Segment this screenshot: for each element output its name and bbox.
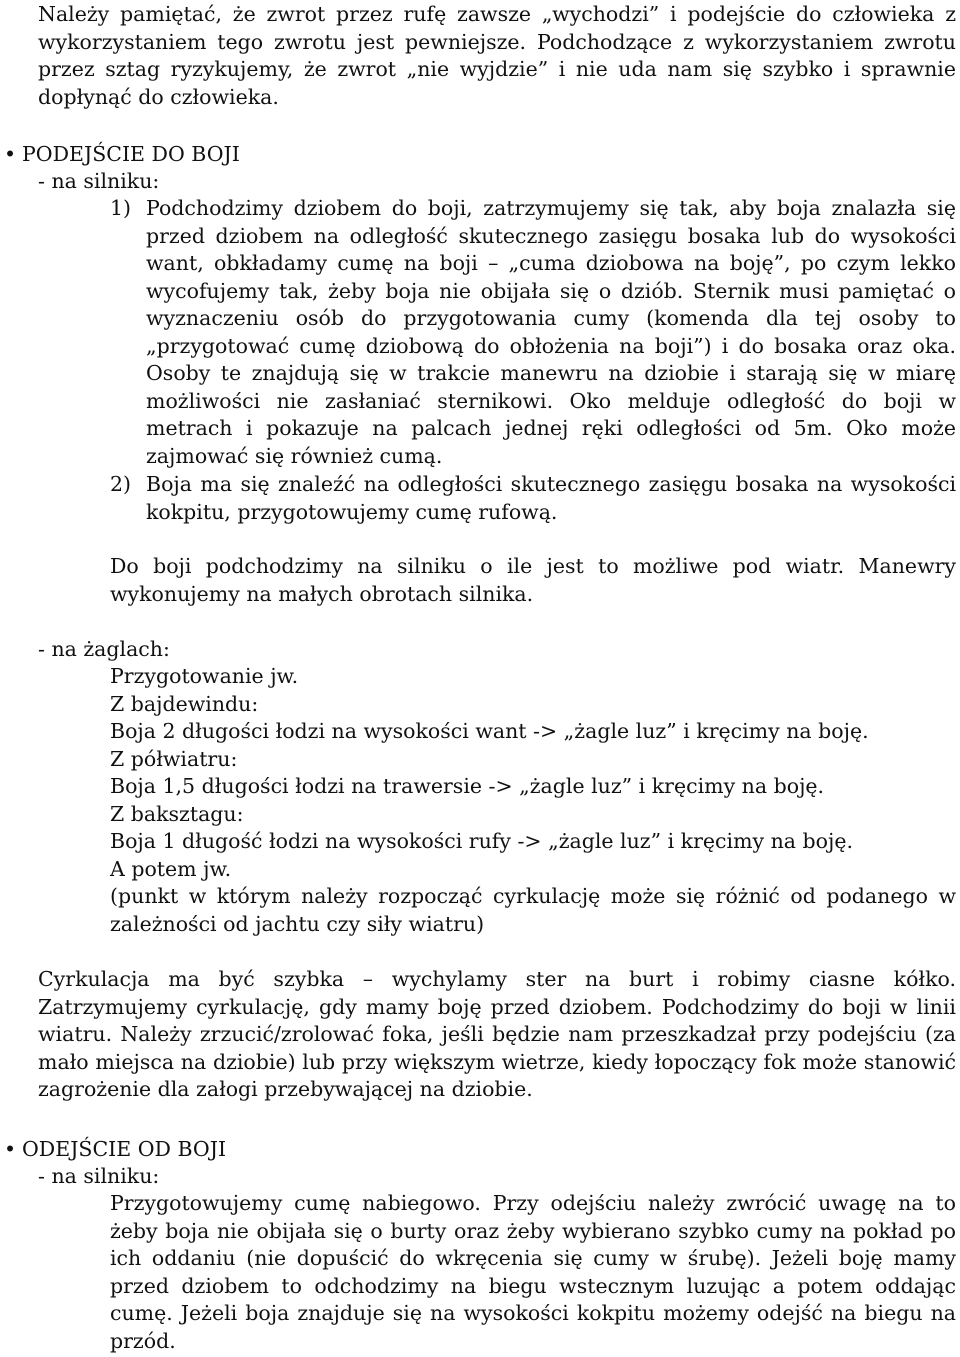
bullet-icon: • — [3, 1137, 17, 1161]
departure-heading: ODEJŚCIE OD BOJI — [22, 1137, 227, 1161]
departure-paragraph: Przygotowujemy cumę nabiegowo. Przy odejściu należy zwrócić uwagę na to żeby boja nie obijała się o burty oraz żeby wybierano szybko cumy na pokład po ich oddaniu (nie dopuścić do wkręcenia się cumy w śrubę). Jeżeli boję mamy przed dziobem to odchodzimy na biegu wstecznym luzując a potem oddając cumę. Jeżeli boja znajduje się na wysokości kokpitu możemy odejść na biegu na przód. — [110, 1191, 956, 1353]
step-text: Boja ma się znaleźć na odległości skutecznego zasięgu bosaka na wysokości kokpitu, przygotowujemy cumę rufową. — [146, 472, 956, 524]
approach-heading-row — [2, 141, 302, 169]
sails-line: Przygotowanie jw. — [110, 664, 299, 688]
sails-line: Boja 1,5 długości łodzi na trawersie -> „żagle luz” i kręcimy na boję. — [110, 774, 825, 798]
sails-line: Z baksztagu: — [110, 801, 244, 826]
approach-sails-list — [110, 663, 956, 938]
step-number: 2) — [110, 472, 132, 496]
circulation-paragraph: Cyrkulacja ma być szybka – wychylamy ster na burt i robimy ciasne kółko. Zatrzymujemy cyrkulację, gdy mamy boję przed dziobem. Podchodzimy do boji w linii wiatru. Należy zrzucić/zrolować foka, jeśli będzie nam przeszkadzał przy podejściu (za mało miejsca na dziobie) lub przy większym wietrze, kiedy łopoczący fok może stanowić zagrożenie dla załogi przebywającej na dziobie. — [38, 967, 956, 1101]
approach-engine-label: - na silniku: — [38, 169, 160, 193]
departure-heading-row — [2, 1136, 302, 1164]
departure-engine-label: - na silniku: — [38, 1164, 160, 1188]
sails-line: Boja 1 długość łodzi na wysokości rufy -> „żagle luz” i kręcimy na boję. — [110, 829, 854, 853]
step-text: Podchodzimy dziobem do boji, zatrzymujemy się tak, aby boja znalazła się przed dziobem na odległość skutecznego zasięgu bosaka lub do wysokości want, obkładamy cumę na boji – „cuma dziobowa na boję”, po czym lekko wycofujemy tak, żeby boja nie obijała się o dziób. Sternik musi pamiętać o wyznaczeniu osób do przygotowania cumy (komenda dla tej osoby to „przygotować cumę dziobową do obłożenia na boji”) i do bosaka oraz oka. Osoby te znajdują się w trakcie manewru na dziobie i starają się w miarę możliwości nie zasłaniać sternikowi. Oko melduje odległość do boji w metrach i pokazuje na palcach jednej ręki odległości od 5m. Oko może zajmować się również cumą. — [146, 196, 956, 468]
approach-heading: PODEJŚCIE DO BOJI — [22, 142, 240, 166]
bullet-icon: • — [3, 142, 17, 166]
sails-line: Z półwiatru: — [110, 746, 238, 771]
approach-step-1 — [110, 195, 956, 470]
sails-line: Boja 2 długości łodzi na wysokości want -> „żagle luz” i kręcimy na boję. — [110, 719, 869, 743]
sails-line: A potem jw. — [110, 856, 232, 881]
approach-engine-note: Do boji podchodzimy na silniku o ile jest to możliwe pod wiatr. Manewry wykonujemy na małych obrotach silnika. — [110, 554, 956, 606]
approach-step-2 — [110, 471, 956, 526]
intro-paragraph: Należy pamiętać, że zwrot przez rufę zawsze „wychodzi” i podejście do człowieka z wykorzystaniem tego zwrotu jest pewniejsze. Podchodzące z wykorzystaniem zwrotu przez sztag ryzykujemy, że zwrot „nie wyjdzie” i nie uda nam się szybko i sprawnie dopłynąć do człowieka. — [38, 2, 956, 109]
step-number: 1) — [110, 196, 132, 220]
sails-line: Z bajdewindu: — [110, 691, 259, 716]
approach-sails-label: - na żaglach: — [38, 637, 170, 661]
sails-note: (punkt w którym należy rozpocząć cyrkulację może się różnić od podanego w zależności od jachtu czy siły wiatru) — [110, 884, 956, 936]
